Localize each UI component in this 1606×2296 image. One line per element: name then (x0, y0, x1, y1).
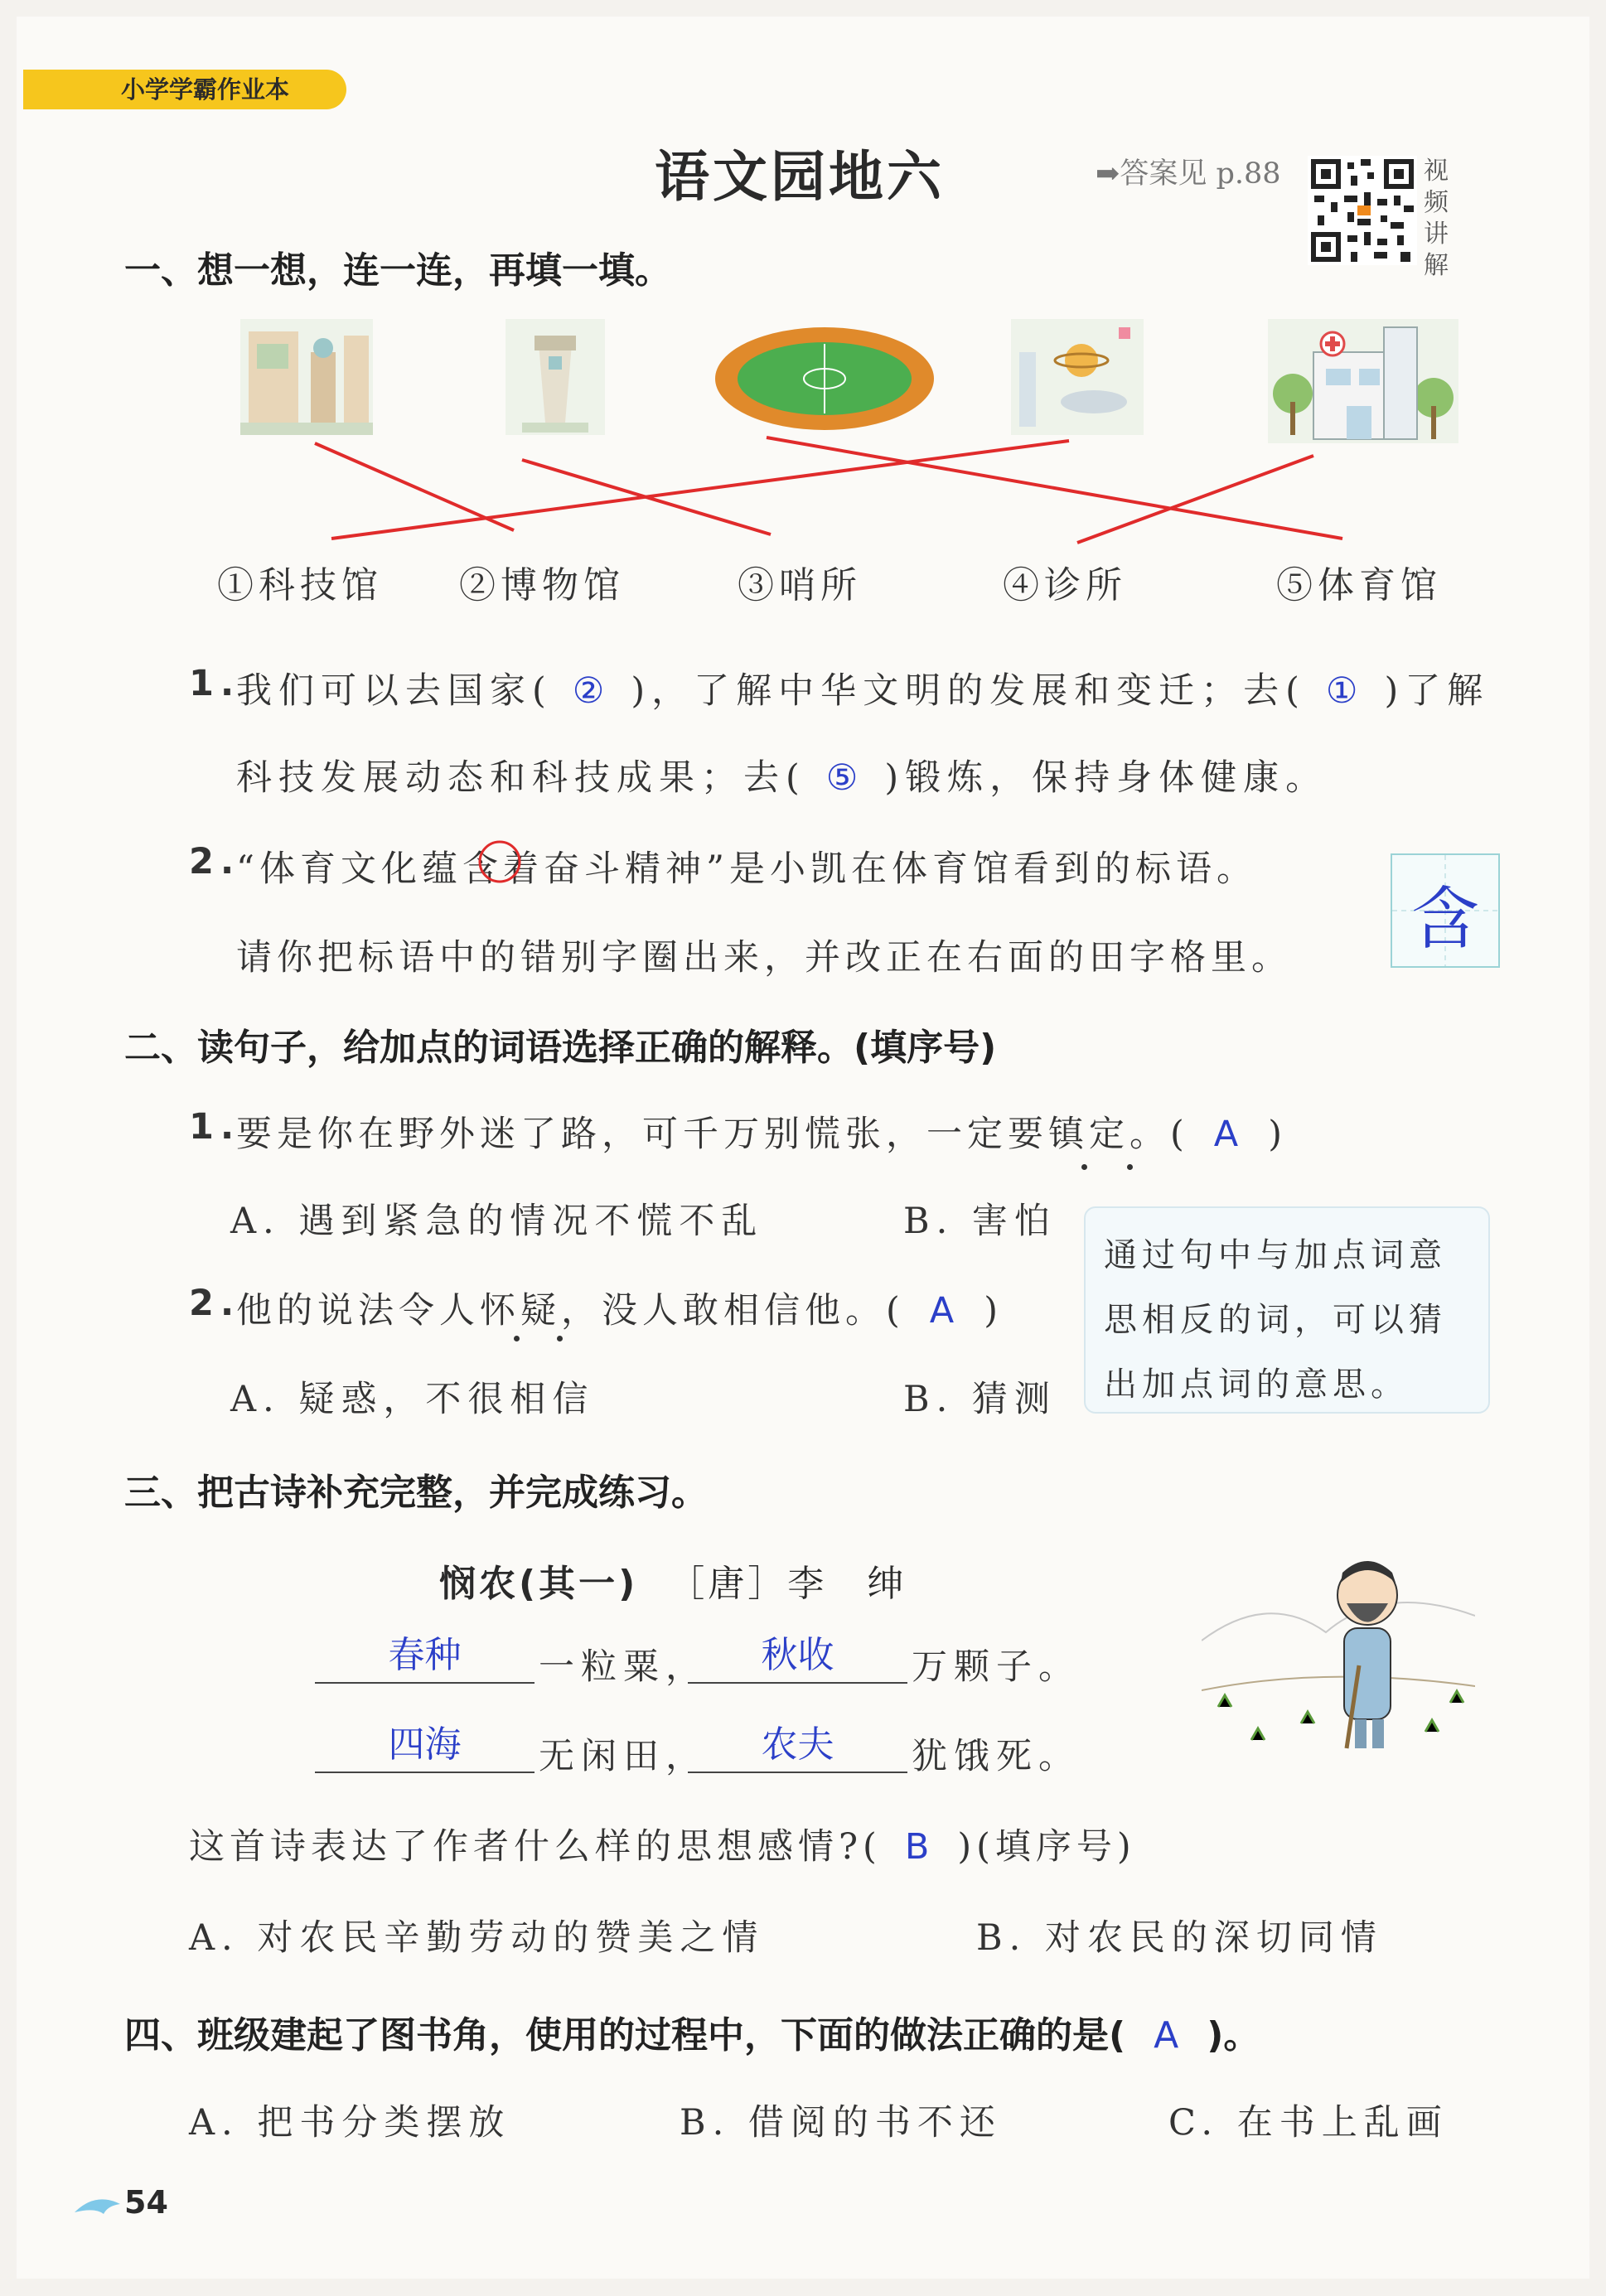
section4-option-c[interactable]: C. 在书上乱画 (1168, 2102, 1449, 2144)
section4-heading: 四、班级建起了图书角，使用的过程中，下面的做法正确的是( A )。 (124, 2014, 1260, 2057)
error-circle-mark (476, 839, 523, 885)
hint-box: 通过句中与加点词意思相反的词，可以猜出加点词的意思。 (1084, 1206, 1490, 1414)
poem-blank-1[interactable]: 春种 (315, 1632, 535, 1684)
section4-option-a[interactable]: A. 把书分类摆放 (189, 2102, 511, 2144)
dolphin-icon (70, 2187, 128, 2221)
s2q2-answer[interactable]: A (929, 1290, 960, 1332)
emphasis-dot (1127, 1164, 1133, 1170)
corrected-character: 含 (1410, 880, 1479, 959)
s2q1-answer[interactable]: A (1213, 1114, 1244, 1155)
s2q1-option-b[interactable]: B. 害怕 (903, 1201, 1057, 1242)
q1-answer-1[interactable]: ② (572, 670, 612, 712)
q1-number: 1. (189, 663, 241, 704)
s2q1-sentence: 要是你在野外迷了路，可千万别慌张，一定要镇定。( A ) (236, 1114, 1287, 1155)
match-line-science (331, 441, 1069, 539)
match-line-stadium (767, 437, 1342, 539)
tian-grid-box[interactable] (1391, 853, 1500, 968)
s2q1-number: 1. (189, 1106, 241, 1148)
q2-number: 2. (189, 841, 241, 882)
section1-heading: 一、想一想，连一连，再填一填。 (124, 249, 671, 292)
video-explanation-label: 视频讲解 (1424, 157, 1449, 280)
poem-line1-end: 万颗子。 (912, 1646, 1081, 1688)
poem-blank-2[interactable]: 秋收 (688, 1632, 907, 1684)
s2q2-sentence: 他的说法令人怀疑，没人敢相信他。( A ) (236, 1290, 1003, 1332)
poem-blank-3[interactable]: 四海 (315, 1722, 535, 1773)
s2q1-option-a[interactable]: A. 遇到紧急的情况不慌不乱 (230, 1201, 764, 1242)
s2q2-number: 2. (189, 1283, 241, 1324)
section3-heading: 三、把古诗补充完整，并完成练习。 (124, 1472, 708, 1514)
place-label: ②博物馆 (459, 564, 625, 607)
q1-line1: 我们可以去国家( ② )，了解中华文明的发展和变迁；去( ① )了解 (236, 670, 1490, 712)
poem-question: 这首诗表达了作者什么样的思想感情?( B )(填序号) (189, 1826, 1136, 1868)
q1-answer-2[interactable]: ① (1325, 670, 1365, 712)
q2-slogan-line: “体育文化蕴含着奋斗精神”是小凯在体育馆看到的标语。 (236, 848, 1257, 890)
poem-line2-end: 犹饿死。 (912, 1736, 1081, 1777)
s2q2-option-a[interactable]: A. 疑惑，不很相信 (230, 1379, 595, 1420)
poem-author: ［唐］李 绅 (668, 1563, 907, 1605)
emphasis-dot (514, 1336, 520, 1341)
place-label: ③哨所 (738, 564, 862, 607)
poem-title-line (439, 1554, 907, 1607)
series-tag: 小学学霸作业本 (23, 70, 346, 109)
poem-line2-mid: 无闲田， (539, 1736, 708, 1777)
place-label: ④诊所 (1003, 564, 1127, 607)
emphasis-dot (1081, 1164, 1087, 1170)
poem-line1-mid: 一粒粟， (539, 1646, 708, 1688)
q1-answer-3[interactable]: ⑤ (825, 757, 865, 799)
s2q2-option-b[interactable]: B. 猜测 (903, 1379, 1057, 1420)
page-number: 54 (124, 2184, 168, 2221)
section4-option-b[interactable]: B. 借阅的书不还 (680, 2102, 1002, 2144)
place-label: ①科技馆 (217, 564, 383, 607)
poem-option-b[interactable]: B. 对农民的深切同情 (976, 1917, 1383, 1959)
poem-title: 悯农(其一) (439, 1563, 639, 1605)
farmer-illustration (1202, 1541, 1475, 1765)
answer-reference: ➡答案见 p.88 (1096, 157, 1281, 191)
poem-option-a[interactable]: A. 对农民辛勤劳动的赞美之情 (189, 1917, 765, 1959)
page-title: 语文园地六 (655, 145, 945, 209)
emphasis-dot (557, 1336, 563, 1341)
q1-line2: 科技发展动态和科技成果；去( ⑤ )锻炼，保持身体健康。 (236, 757, 1328, 799)
section4-answer[interactable]: A (1154, 2014, 1179, 2057)
q2-instruction: 请你把标语中的错别字圈出来，并改正在右面的田字格里。 (236, 937, 1292, 979)
section2-heading: 二、读句子，给加点的词语选择正确的解释。(填序号) (124, 1027, 997, 1069)
poem-answer[interactable]: B (904, 1826, 935, 1868)
poem-blank-4[interactable]: 农夫 (688, 1722, 907, 1773)
place-label: ⑤体育馆 (1276, 564, 1442, 607)
